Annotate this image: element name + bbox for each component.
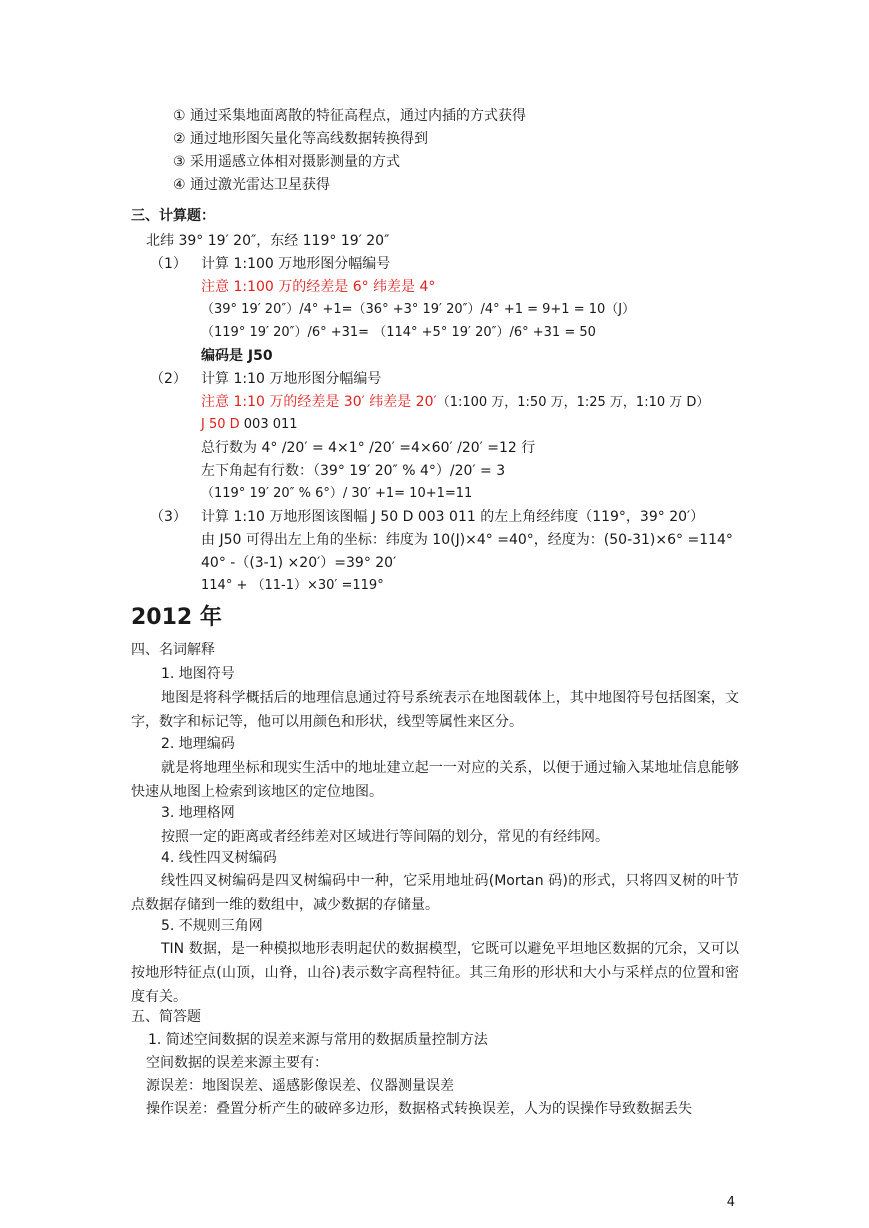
- term-title: 4. 线性四叉树编码: [161, 850, 277, 866]
- list-item: ④ 通过激光雷达卫星获得: [173, 177, 331, 193]
- answer-line: 空间数据的误差来源主要有：: [146, 1055, 328, 1071]
- question-number: （1）: [150, 256, 187, 272]
- question-title: 1. 简述空间数据的误差来源与常用的数据质量控制方法: [148, 1032, 488, 1048]
- code-black: 003 011: [239, 417, 298, 432]
- section-heading-calc: 三、计算题：: [131, 208, 215, 224]
- question-title: 计算 1:10 万地形图该图幅 J 50 D 003 011 的左上角经纬度（119°，39° 20′）: [201, 509, 705, 525]
- question-number: （3）: [150, 509, 187, 525]
- list-item: ③ 采用遥感立体相对摄影测量的方式: [173, 154, 401, 170]
- year-heading: 2012 年: [131, 605, 222, 630]
- question-number: （2）: [150, 371, 187, 387]
- calc-line: 总行数为 4° /20′ = 4×1° /20′ =4×60′ /20′ =12 行: [201, 440, 536, 456]
- coordinate-text: 北纬 39° 19′ 20″，东经 119° 19′ 20″: [146, 233, 390, 249]
- calc-line: 由 J50 可得出左上角的坐标：纬度为 10(J)×4° =40°，经度为：(50-31)×6° =114°: [201, 532, 733, 548]
- code-red: J 50 D: [201, 417, 240, 432]
- note-text: 注意 1:100 万的经差是 6° 纬差是 4°: [201, 279, 436, 295]
- calc-line: （119° 19′ 20″）/6° +31= （114° +5° 19′ 20″）/6° +31 = 50: [201, 325, 596, 340]
- page-number: 4: [726, 1195, 735, 1210]
- note-text: 注意 1:10 万的经差是 30′ 纬差是 20′: [201, 394, 437, 410]
- term-title: 1. 地图符号: [161, 666, 235, 682]
- note-tail: （1:100 万，1:50 万，1:25 万，1:10 万 D）: [436, 395, 710, 410]
- section-heading-terms: 四、名词解释: [131, 642, 215, 658]
- list-item: ② 通过地形图矢量化等高线数据转换得到: [173, 131, 428, 147]
- result-text: 编码是 J50: [201, 348, 273, 364]
- calc-line: （119° 19′ 20″ % 6°）/ 30′ +1= 10+1=11: [201, 486, 473, 501]
- list-item: ① 通过采集地面离散的特征高程点，通过内插的方式获得: [173, 108, 526, 124]
- note-line: [201, 392, 709, 413]
- term-body: 就是将地理坐标和现实生活中的地址建立起一一对应的关系，以便于通过输入某地址信息能够快速从地图上检索到该地区的定位地图。: [131, 760, 739, 800]
- code-line: [201, 415, 298, 435]
- term-body: 按照一定的距离或者经纬差对区域进行等间隔的划分，常见的有经纬网。: [161, 829, 609, 845]
- calc-line: 114° + （11-1）×30′ =119°: [201, 578, 384, 593]
- calc-line: 40° -（(3-1) ×20′）=39° 20′: [201, 555, 397, 571]
- term-body: 地图是将科学概括后的地理信息通过符号系统表示在地图载体上，其中地图符号包括图案，文字，数字和标记等，他可以用颜色和形状，线型等属性来区分。: [131, 690, 739, 730]
- term-body: TIN 数据，是一种模拟地形表明起伏的数据模型，它既可以避免平坦地区数据的冗余，又可以按地形特征点(山顶，山脊，山谷)表示数字高程特征。其三角形的形状和大小与采样点的位置和密度有关。: [131, 941, 739, 1005]
- question-title: 计算 1:100 万地形图分幅编号: [201, 256, 391, 272]
- section-heading-short-answer: 五、简答题: [131, 1009, 201, 1025]
- term-title: 3. 地理格网: [161, 805, 235, 821]
- answer-line: 源误差：地图误差、遥感影像误差、仪器测量误差: [146, 1078, 454, 1094]
- term-title: 5. 不规则三角网: [161, 918, 263, 934]
- answer-line: 操作误差：叠置分析产生的破碎多边形，数据格式转换误差，人为的误操作导致数据丢失: [146, 1101, 692, 1117]
- calc-line: （39° 19′ 20″）/4° +1=（36° +3° 19′ 20″）/4° +1 = 9+1 = 10（J）: [201, 302, 636, 317]
- term-title: 2. 地理编码: [161, 736, 235, 752]
- calc-line: 左下角起有行数：（39° 19′ 20″ % 4°）/20′ = 3: [201, 463, 506, 479]
- question-title: 计算 1:10 万地形图分幅编号: [201, 371, 382, 387]
- term-body: 线性四叉树编码是四叉树编码中一种，它采用地址码(Mortan 码)的形式，只将四叉树的叶节点数据存储到一维的数组中，减少数据的存储量。: [131, 873, 739, 913]
